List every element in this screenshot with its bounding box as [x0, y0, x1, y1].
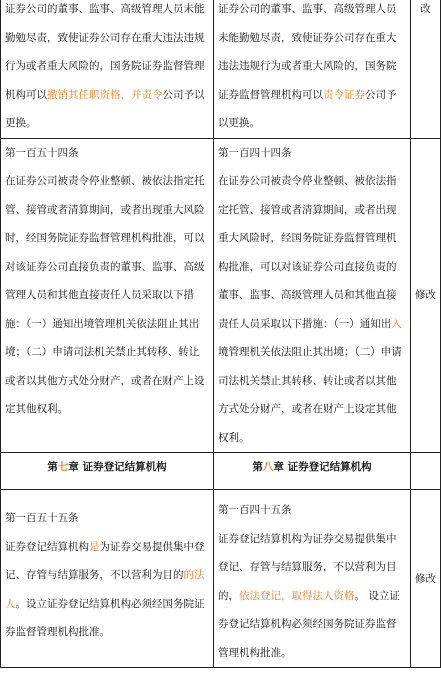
change-mark-cell [411, 0, 441, 138]
new-text-cell [214, 138, 411, 453]
new-text: 在证券公司被责令停业整顿、被依法指定托管、接管或者清算期间，或者出现重大风险时，经国务院证券监督管理机构批准，可以对该证券公司直接负责的董事、监事、高级管理人员和其他直接责任人员采取以下措施：（一）通知出 [218, 175, 397, 330]
article-title: 第一百四十四条 [218, 146, 292, 159]
table-row [1, 453, 441, 490]
new-chapter-number: 八 [262, 461, 274, 473]
change-mark: 修改 [415, 572, 436, 585]
change-mark: 改 [420, 3, 431, 15]
change-mark-cell [411, 453, 441, 490]
new-text: 证券公司的董事、监事、高级管理人员未能勤勉尽责，致使证券公司存在重大违法违规行为或者重大风险的，国务院证券监督管理机构可以 [218, 3, 397, 101]
new-highlight: 依法登记，取得法人资格 [239, 589, 355, 602]
article-title: 第一百五十五条 [5, 512, 79, 524]
new-text-cell [214, 490, 411, 668]
article-title: 第一百五十四条 [5, 146, 79, 159]
old-text: 。设立证券登记结算机构必须经国务院证券监督管理机构批准。 [5, 597, 205, 638]
old-highlight: 的法人 [5, 569, 205, 610]
old-text: 在证券公司被责令停业整顿、被依法指定托管、接管或者清算期间，或者出现重大风险时，经国务院证券监督管理机构批准，可以对该证券公司直接负责的董事、监事、高级管理人员和其他直接责任人员采取以下措施：（一）通知出境管理机关依法阻止其出境；（二）申请司法机关禁止其转移、转让或者以其他方式处分财产，或者在财产上设定其他权利。 [5, 175, 205, 415]
old-text-cell [1, 0, 214, 138]
new-highlight: 入 [391, 317, 402, 330]
old-text: 为证券交易提供集中登记、存管与结算服务，不以营利为目的 [5, 540, 205, 581]
new-text: 境管理机关依法阻止其出境；（二）申请司法机关禁止其转移、转让或者以其他方式处分财产，或者在财产上设定其他权利。 [218, 346, 402, 444]
old-text-cell [1, 490, 214, 668]
new-text: 公司予以更换。 [218, 88, 397, 129]
table-row [1, 0, 441, 138]
article-title: 第一百四十五条 [218, 504, 292, 516]
old-highlight: 撤销其任职资格，并责令 [47, 88, 163, 101]
new-chapter-heading: 第八章 证券登记结算机构 [214, 453, 411, 490]
new-highlight: 责令证券 [323, 88, 365, 101]
new-text: 证券登记结算机构为证券交易提供集中登记、存管与结算服务，不以营利为目的， [218, 532, 397, 602]
new-text: 。 设立证券登记结算机构必须经国务院证券监督管理机构批准。 [218, 589, 400, 659]
new-text-cell [214, 0, 411, 138]
old-chapter-heading: 第七章 证券登记结算机构 [1, 453, 214, 490]
old-text-cell [1, 138, 214, 453]
change-mark: 修改 [415, 289, 436, 302]
table-row [1, 138, 441, 453]
old-text: 证券公司的董事、监事、高级管理人员未能勤勉尽责，致使证券公司存在重大违法违规行为或者重大风险的，国务院证券监督管理机构可以 [5, 3, 205, 101]
old-chapter-number: 七 [57, 461, 69, 473]
old-text: 公司予以更换。 [5, 88, 205, 129]
change-mark-cell [411, 490, 441, 668]
old-highlight: 是 [89, 540, 100, 553]
old-text: 证券登记结算机构 [5, 540, 89, 553]
table-row [1, 490, 441, 668]
change-mark-cell [411, 138, 441, 453]
